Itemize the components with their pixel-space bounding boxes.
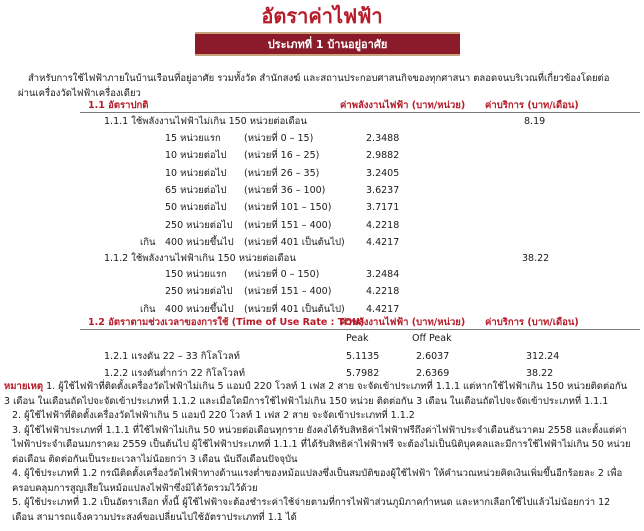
note-text: 4. ผู้ใช้ประเภทที่ 1.2 กรณีติดตั้งเครื่องวัดไฟฟ้าทางด้านแรงต่ำของหม้อแปลงซึ่งเป็นสมบัติของผู้ใช้ไฟฟ้า ให้คำนวณหน่วยคิดเงินเพิ่มขึ้นอีกร้อยละ 2 เพื่อครอบคลุมการสูญเสียในหม้อแปลงไฟฟ้าซึ่งมิได้วัดรวมไว้ด้วย bbox=[12, 468, 623, 494]
tier-block: 400 หน่วยขึ้นไป bbox=[165, 236, 234, 248]
tier-rate: 4.2218 bbox=[366, 219, 400, 231]
subsection-1-1-2-label: 1.1.2 ใช้พลังงานไฟฟ้าเกิน 150 หน่วยต่อเดือน bbox=[104, 253, 296, 264]
notes-block bbox=[4, 380, 632, 525]
note-text: 3. ผู้ใช้ไฟฟ้าประเภทที่ 1.1.1 ที่ใช้ไฟฟ้าไม่เกิน 50 หน่วยต่อเดือนทุกราย ยังคงได้รับสิทธิค่าไฟฟ้าฟรีถึงค่าไฟฟ้าประจำเดือนธันวาคม 2558 และตั้งแต่ค่าไฟฟ้าประจำเดือนมกราคม 2559 เป็นต้นไป ผู้ใช้ไฟฟ้าประเภทที่ 1.1.1 ที่ได้รับสิทธิค่าไฟฟ้าฟรี จะต้องไม่เป็นนิติบุคคลและมีการใช้ไฟฟ้าไม่เกิน 50 หน่วยต่อเดือน ติดต่อกันเป็นระยะเวลาไม่น้อยกว่า 3 เดือน นับถึงเดือนปัจจุบัน bbox=[12, 424, 631, 465]
tou-service-charge: 312.24 bbox=[526, 351, 560, 362]
tier-range: (หน่วยที่ 0 – 15) bbox=[244, 133, 314, 144]
tier-rate: 4.4217 bbox=[366, 236, 400, 248]
tier-prefix: เกิน bbox=[140, 303, 156, 315]
tier-rate: 3.2484 bbox=[366, 269, 400, 280]
offpeak-header: Off Peak bbox=[412, 333, 452, 344]
tier-block: 400 หน่วยขึ้นไป bbox=[165, 303, 234, 315]
note-item bbox=[4, 409, 632, 424]
service-charge-1-1-2: 38.22 bbox=[522, 253, 550, 264]
tier-range: (หน่วยที่ 16 – 25) bbox=[244, 150, 320, 162]
tier-rate: 3.6237 bbox=[366, 184, 400, 196]
intro-paragraph: สำหรับการใช้ไฟฟ้าภายในบ้านเรือนที่อยู่อาศัย รวมทั้งวัด สำนักสงฆ์ และสถานประกอบศาสนกิจของทุกศาสนา ตลอดจนบริเวณที่เกี่ยวข้องโดยต่อผ่านเครื่องวัดไฟฟ้าเครื่องเดียว bbox=[18, 73, 610, 99]
tier-range: (หน่วยที่ 101 – 150) bbox=[244, 202, 332, 214]
tier-prefix: เกิน bbox=[140, 236, 156, 248]
tou-service-charge-header: ค่าบริการ (บาท/เดือน) bbox=[485, 317, 579, 328]
page-title: อัตราค่าไฟฟ้า bbox=[261, 4, 383, 28]
section-1-2-label: 1.2 อัตราตามช่วงเวลาของการใช้ (Time of Use Rate : TOU) bbox=[88, 317, 365, 328]
tier-rate: 4.4217 bbox=[366, 303, 400, 315]
tou-peak-rate: 5.7982 bbox=[346, 368, 380, 379]
tou-service-charge: 38.22 bbox=[526, 368, 554, 379]
category-banner: ประเภทที่ 1 บ้านอยู่อาศัย bbox=[195, 32, 460, 56]
tier-rate: 3.2405 bbox=[366, 167, 400, 179]
note-text: 5. ผู้ใช้ประเภทที่ 1.2 เป็นอัตราเลือก ทั้งนี้ ผู้ใช้ไฟฟ้าจะต้องชำระค่าใช้จ่ายตามที่การไฟฟ้าส่วนภูมิภาคกำหนด และหากเลือกใช้ไปแล้วไม่น้อยกว่า 12 เดือน สามารถแจ้งความประสงค์ขอเปลี่ยนไปใช้อัตราประเภทที่ 1.1 ได้ bbox=[12, 497, 611, 523]
tou-offpeak-rate: 2.6037 bbox=[416, 351, 450, 362]
service-charge-header: ค่าบริการ (บาท/เดือน) bbox=[485, 100, 579, 111]
energy-rate-header: ค่าพลังงานไฟฟ้า (บาท/หน่วย) bbox=[340, 100, 466, 111]
note-item bbox=[4, 467, 632, 496]
subsection-1-1-1-label: 1.1.1 ใช้พลังงานไฟฟ้าไม่เกิน 150 หน่วยต่อเดือน bbox=[104, 116, 307, 127]
tier-range: (หน่วยที่ 401 เป็นต้นไป) bbox=[244, 303, 345, 315]
tou-peak-rate: 5.1135 bbox=[346, 351, 380, 362]
section-divider bbox=[80, 329, 640, 330]
note-item bbox=[4, 380, 632, 409]
tier-block: 250 หน่วยต่อไป bbox=[165, 286, 233, 298]
tier-block: 10 หน่วยต่อไป bbox=[165, 150, 227, 162]
tier-block: 65 หน่วยต่อไป bbox=[165, 184, 227, 196]
note-text: 2. ผู้ใช้ไฟฟ้าที่ติดตั้งเครื่องวัดไฟฟ้าเกิน 5 แอมป์ 220 โวลท์ 1 เฟส 2 สาย จะจัดเข้าประเภทที่ 1.1.2 bbox=[12, 410, 415, 421]
tier-block: 150 หน่วยแรก bbox=[165, 269, 227, 280]
section-1-1-label: 1.1 อัตราปกติ bbox=[88, 100, 149, 111]
tier-rate: 2.9882 bbox=[366, 150, 400, 162]
tier-rate: 2.3488 bbox=[366, 133, 400, 144]
peak-header: Peak bbox=[346, 333, 369, 344]
tou-energy-rate-header: ค่าพลังงานไฟฟ้า (บาท/หน่วย) bbox=[340, 317, 466, 328]
tier-range: (หน่วยที่ 36 – 100) bbox=[244, 184, 326, 196]
note-item bbox=[4, 496, 632, 525]
notes-label: หมายเหตุ bbox=[4, 381, 44, 392]
tier-block: 10 หน่วยต่อไป bbox=[165, 167, 227, 179]
tou-row-label: 1.2.2 แรงดันต่ำกว่า 22 กิโลโวลท์ bbox=[104, 368, 245, 379]
note-text: 1. ผู้ใช้ไฟฟ้าที่ติดตั้งเครื่องวัดไฟฟ้าไม่เกิน 5 แอมป์ 220 โวลท์ 1 เฟส 2 สาย จะจัดเข้าประเภทที่ 1.1.1 แต่หากใช้ไฟฟ้าเกิน 150 หน่วยติดต่อกัน 3 เดือน ในเดือนถัดไปจะจัดเข้าประเภทที่ 1.1.2 และเมื่อใดมีการใช้ไฟฟ้าไม่เกิน 150 หน่วย ติดต่อกัน 3 เดือน ในเดือนถัดไปจะจัดเข้าประเภทที่ 1.1.1 bbox=[4, 381, 628, 407]
note-item bbox=[4, 424, 632, 468]
tier-block: 250 หน่วยต่อไป bbox=[165, 219, 233, 231]
tou-row-label: 1.2.1 แรงดัน 22 – 33 กิโลโวลท์ bbox=[104, 351, 240, 362]
tier-rate: 4.2218 bbox=[366, 286, 400, 298]
section-divider bbox=[80, 112, 640, 113]
tier-range: (หน่วยที่ 0 – 150) bbox=[244, 269, 320, 280]
tier-block: 50 หน่วยต่อไป bbox=[165, 202, 227, 214]
tier-range: (หน่วยที่ 151 – 400) bbox=[244, 219, 332, 231]
tou-offpeak-rate: 2.6369 bbox=[416, 368, 450, 379]
tier-range: (หน่วยที่ 401 เป็นต้นไป) bbox=[244, 236, 345, 248]
tier-range: (หน่วยที่ 151 – 400) bbox=[244, 286, 332, 298]
tier-rate: 3.7171 bbox=[366, 202, 400, 214]
tier-range: (หน่วยที่ 26 – 35) bbox=[244, 167, 320, 179]
service-charge-1-1-1: 8.19 bbox=[524, 116, 546, 127]
tier-block: 15 หน่วยแรก bbox=[165, 133, 221, 144]
